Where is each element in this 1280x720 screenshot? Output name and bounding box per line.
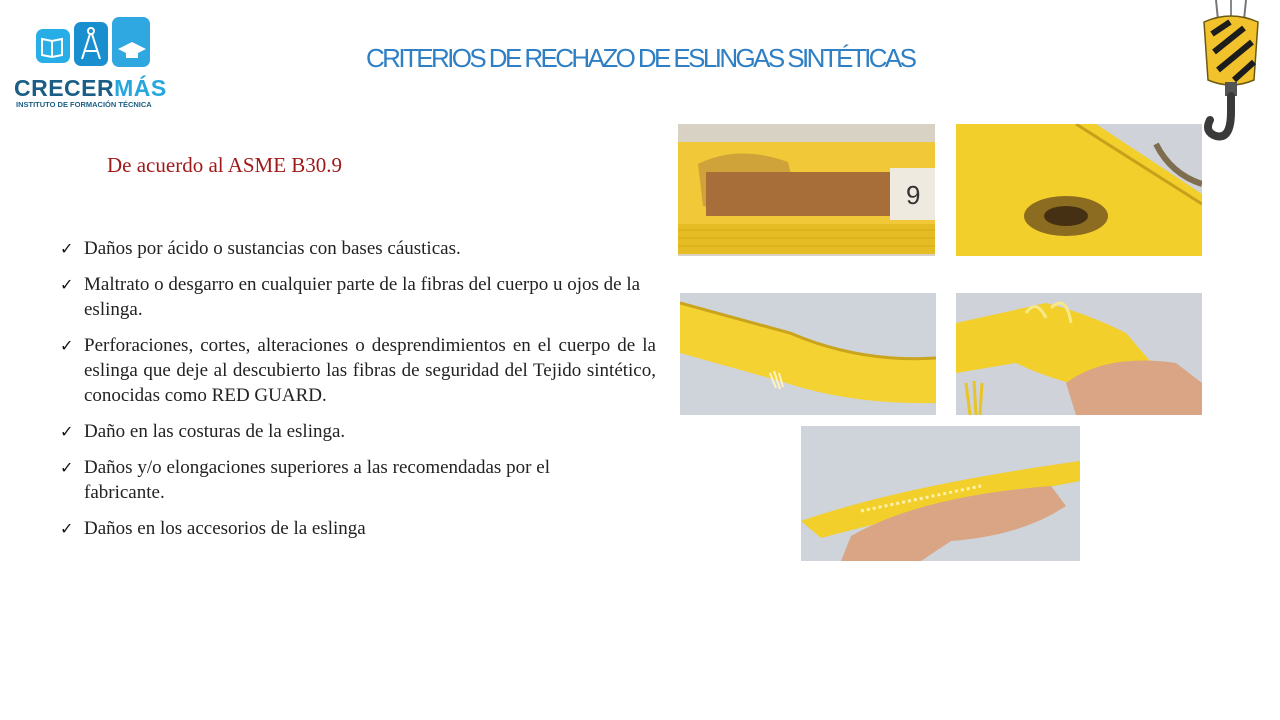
subtitle: De acuerdo al ASME B30.9 bbox=[107, 153, 343, 177]
criteria-item: ✓ Maltrato o desgarro en cualquier parte de la fibras del cuerpo u ojos de la eslinga. bbox=[60, 274, 641, 320]
criteria-item: ✓ Daños y/o elongaciones superiores a las recomendadas por el fabricante. bbox=[60, 457, 550, 503]
checkmark-icon: ✓ bbox=[60, 275, 74, 294]
criteria-item: ✓ Perforaciones, cortes, alteraciones o desprendimientos en el cuerpo de la eslinga que deje al descubierto las fibras de seguridad del Tejido sintético, conocidas como RED GUARD. bbox=[60, 335, 656, 406]
photo-torn-fibers bbox=[956, 293, 1202, 415]
checkmark-icon: ✓ bbox=[60, 336, 74, 355]
crane-hook-icon bbox=[1196, 0, 1266, 150]
graduation-cap-icon bbox=[118, 42, 146, 58]
photo-burn-damage bbox=[956, 124, 1202, 256]
logo-tagline: INSTITUTO DE FORMACIÓN TÉCNICA bbox=[16, 100, 152, 109]
slide-title: CRITERIOS DE RECHAZO DE ESLINGAS SINTÉTICAS bbox=[366, 43, 915, 73]
checkmark-icon: ✓ bbox=[60, 422, 74, 441]
photo-label-number: 9 bbox=[906, 180, 921, 210]
checkmark-icon: ✓ bbox=[60, 458, 74, 477]
book-icon bbox=[42, 39, 62, 57]
compass-icon bbox=[82, 28, 100, 59]
criteria-item: ✓ Daños por ácido o sustancias con bases cáusticas. bbox=[60, 238, 461, 259]
photo-cut-damage bbox=[680, 293, 936, 415]
checkmark-icon: ✓ bbox=[60, 239, 74, 258]
criteria-item: ✓ Daño en las costuras de la eslinga. bbox=[60, 421, 346, 442]
logo-brand: CRECERMÁS bbox=[14, 75, 167, 101]
criteria-item: ✓ Daños en los accesorios de la eslinga bbox=[60, 518, 366, 539]
criteria-list bbox=[60, 236, 656, 552]
logo-icons bbox=[14, 15, 174, 75]
photo-acid-damage bbox=[678, 124, 935, 256]
photo-elongation-damage bbox=[801, 426, 1080, 561]
logo bbox=[14, 15, 174, 110]
checkmark-icon: ✓ bbox=[60, 519, 74, 538]
